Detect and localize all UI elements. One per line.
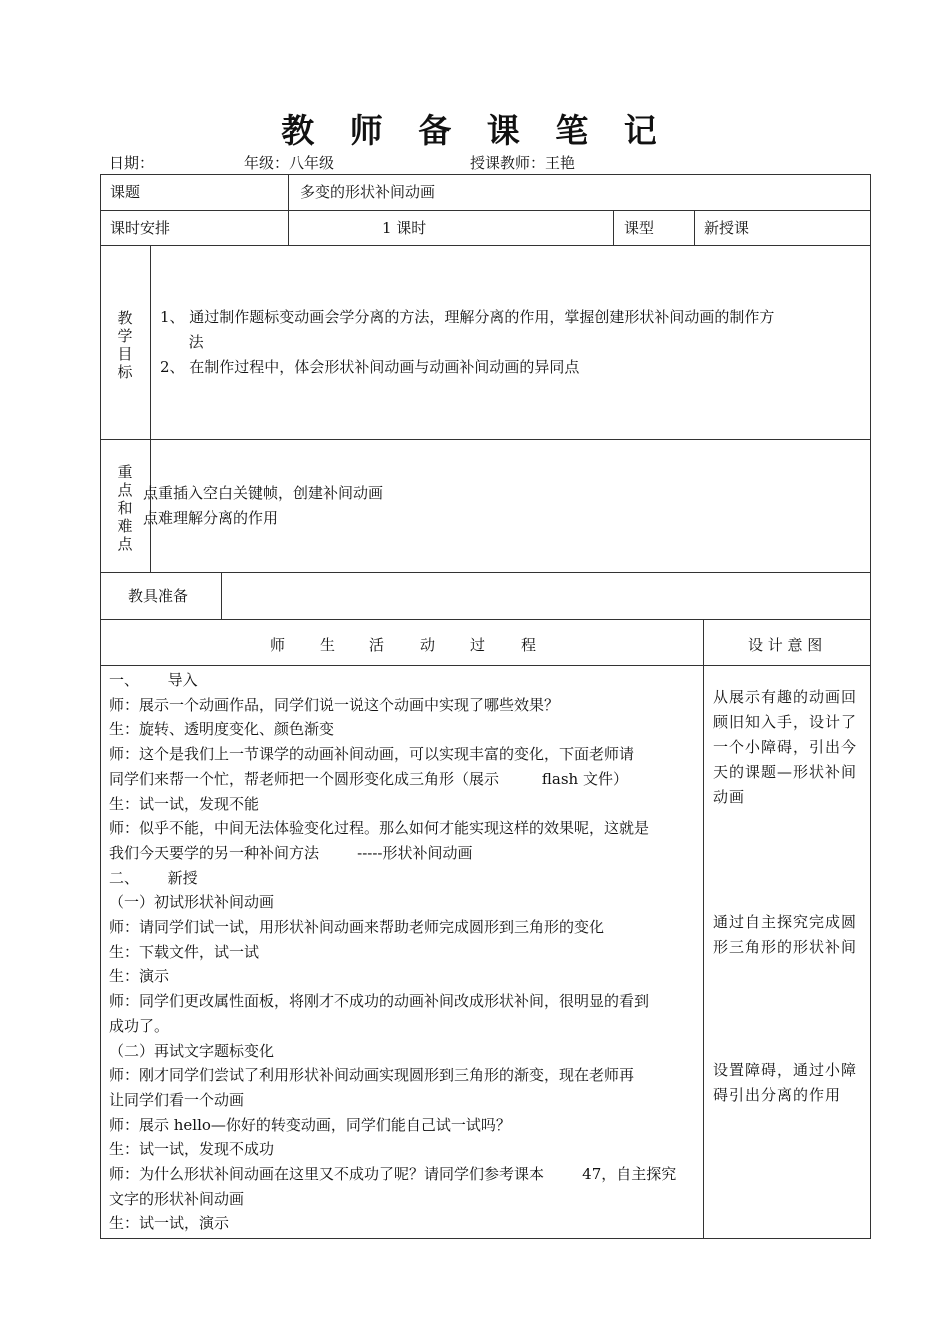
grade-label: 年级：八年级	[244, 154, 335, 172]
process-line: 师：似乎不能，中间无法体验变化过程。那么如何才能实现这样的效果呢，这就是	[109, 819, 650, 838]
design-header: 设 计 意 图	[748, 636, 823, 654]
process-line: 师：这个是我们上一节课学的动画补间动画，可以实现丰富的变化，下面老师请	[109, 745, 635, 764]
goal-line-1-cont: 法	[160, 333, 204, 351]
goal-line-2: 2、 在制作过程中，体会形状补间动画与动画补间动画的异同点	[160, 358, 580, 376]
process-line: 师：为什么形状补间动画在这里又不成功了呢？请同学们参考课本 47，自主探究	[109, 1165, 677, 1184]
goals-label: 教 学 目 标	[117, 309, 133, 381]
process-line: 成功了。	[109, 1016, 170, 1035]
keypoint-line-2: 点难理解分离的作用	[143, 509, 279, 527]
process-line: 师：同学们更改属性面板，将刚才不成功的动画补间改成形状补间，很明显的看到	[109, 992, 650, 1011]
process-line: 同学们来帮一个忙，帮老师把一个圆形变化成三角形（展示 flash 文件）	[109, 769, 628, 788]
process-line: 二、 新授	[109, 868, 198, 887]
topic-label: 课题	[110, 183, 141, 201]
process-line: 文字的形状补间动画	[109, 1189, 245, 1208]
process-line: （二）再试文字题标变化	[109, 1041, 275, 1060]
process-line: 生：下载文件，试一试	[109, 942, 260, 961]
topic-value: 多变的形状补间动画	[300, 183, 436, 201]
hours-value: 1 课时	[382, 219, 427, 237]
teacher-label: 授课教师：王艳	[470, 154, 576, 172]
process-header-char: 过	[470, 636, 486, 654]
keypoint-line-1: 点重插入空白关键帧，创建补间动画	[143, 484, 384, 502]
design-note-3: 设置障碍，通过小障碍引出分离的作用	[713, 1061, 858, 1104]
design-note-1: 从展示有趣的动画回顾旧知入手，设计了一个小障碍，引出今天的课题—形状补间动画	[713, 688, 858, 806]
tools-label: 教具准备	[128, 587, 189, 605]
process-line: 生：试一试，发现不成功	[109, 1140, 275, 1159]
process-header-char: 动	[420, 636, 436, 654]
goal-line-1: 1、 通过制作题标变动画会学分离的方法，理解分离的作用，掌握创建形状补间动画的制作方	[160, 308, 775, 326]
keypoints-label: 重 点 和 难 点	[117, 463, 133, 553]
process-line: 生：旋转、透明度变化、颜色渐变	[109, 720, 335, 739]
process-header-char: 程	[521, 636, 537, 654]
hours-label: 课时安排	[110, 219, 171, 237]
process-line: 生：演示	[109, 967, 170, 986]
process-header-char: 师	[270, 636, 286, 654]
process-header-char: 活	[369, 636, 385, 654]
process-header-char: 生	[320, 636, 336, 654]
date-label: 日期：	[109, 154, 155, 172]
page-title: 教 师 备 课 笔 记	[281, 111, 669, 150]
type-label: 课型	[624, 219, 655, 237]
process-line: 让同学们看一个动画	[109, 1090, 245, 1109]
process-line: 师：展示 hello—你好的转变动画，同学们能自己试一试吗？	[109, 1115, 511, 1134]
process-line: 生：试一试，发现不能	[109, 794, 260, 813]
process-line: 师：请同学们试一试，用形状补间动画来帮助老师完成圆形到三角形的变化	[109, 918, 605, 937]
process-line: 师：刚才同学们尝试了利用形状补间动画实现圆形到三角形的渐变，现在老师再	[109, 1066, 635, 1085]
process-line: 我们今天要学的另一种补间方法 -----形状补间动画	[109, 843, 473, 862]
type-value: 新授课	[704, 219, 750, 237]
process-line: 一、 导入	[109, 671, 198, 689]
process-body	[109, 668, 699, 1236]
process-line: 师：展示一个动画作品，同学们说一说这个动画中实现了哪些效果？	[109, 695, 560, 714]
process-line: 生：试一试，演示	[109, 1214, 230, 1233]
design-note-2: 通过自主探究完成圆形三角形的形状补间	[713, 913, 858, 956]
process-line: （一）初试形状补间动画	[109, 893, 275, 912]
